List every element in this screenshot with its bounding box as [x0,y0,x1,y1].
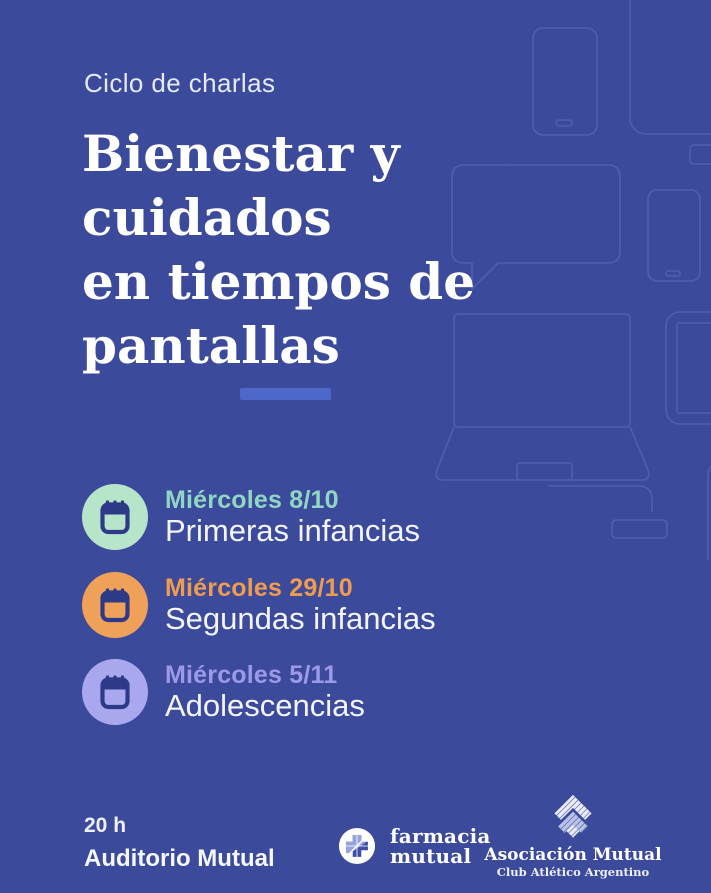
event-time: 20 h [84,814,127,837]
tablet-outline-icon [666,312,711,424]
association-subtitle: Club Atlético Argentino [496,865,650,879]
title-line: cuidados [82,188,332,247]
session-row [82,570,562,640]
title-underline-bar [240,388,331,400]
session-topic: Segundas infancias [165,600,436,636]
association-name: Asociación Mutual [484,845,662,865]
title-line: Bienestar y [82,124,400,183]
pharmacy-name: farmacia mutual [390,824,491,868]
session-row [82,657,562,727]
pharmacy-cross-icon [338,827,376,865]
association-chevrons-icon [542,793,604,845]
phone-outline-icon [533,28,597,135]
poster-title [82,122,475,378]
session-row [82,482,562,552]
calendar-icon [82,572,148,638]
calendar-icon [82,484,148,550]
event-venue: Auditorio Mutual [84,845,275,872]
title-line: pantallas [82,316,340,375]
association-logo [484,793,662,879]
kicker-text: Ciclo de charlas [84,68,276,98]
pharmacy-logo [338,826,491,866]
tablet-outline-icon [630,0,711,134]
calendar-icon [82,659,148,725]
session-date: Miércoles 29/10 [165,573,353,602]
session-topic: Adolescencias [165,687,365,723]
session-date: Miércoles 8/10 [165,485,339,514]
title-line: en tiempos de [82,252,476,311]
session-date: Miércoles 5/11 [165,660,338,689]
phone-outline-icon [648,190,700,281]
speech-bubble-outline-icon [452,165,620,289]
session-topic: Primeras infancias [165,512,420,548]
